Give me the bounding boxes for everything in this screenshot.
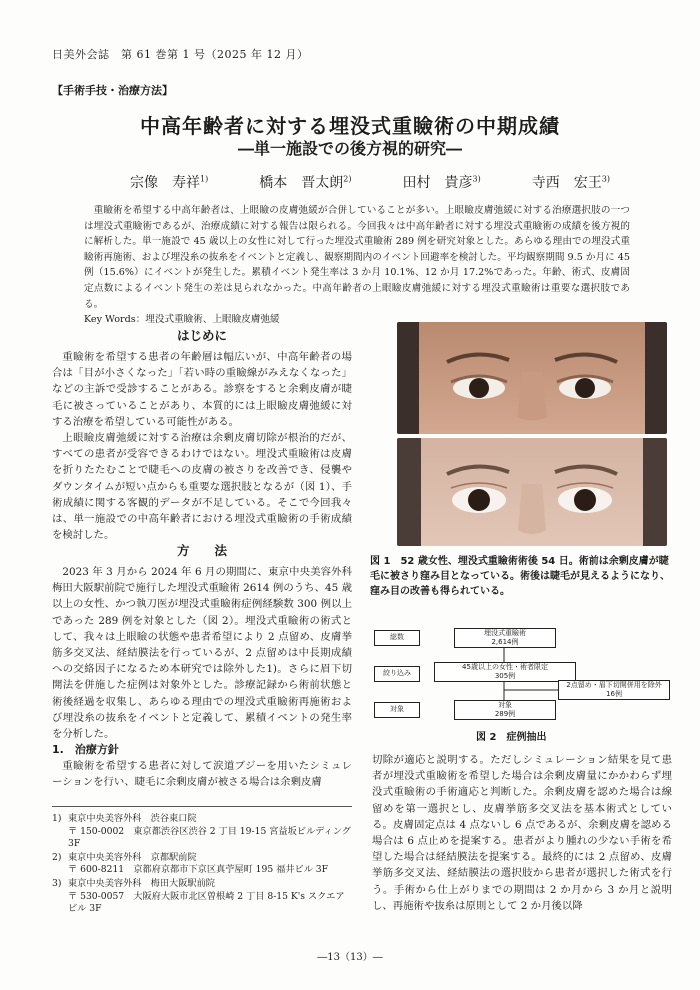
methods-heading: 方 法: [176, 543, 227, 558]
flow-label: 絞り込み: [374, 666, 420, 682]
face-photo-postop: [397, 438, 667, 546]
figure2-caption: 図 2 症例抽出: [476, 732, 547, 743]
methods-body: [52, 564, 352, 742]
footnote: 1) 東京中央美容外科 渋谷東口院 〒 150-0002 東京都渋谷区渋谷 2 丁目 19-15 宮益坂ビルディング 3F: [52, 813, 351, 850]
footnotes: [52, 806, 352, 917]
flow-box-filter: 45歳以上の女性・術者限定 305例: [434, 662, 576, 682]
author: 宗像 寿祥$^{1)}$: [130, 174, 209, 191]
paragraph: 2023 年 3 月から 2024 年 6 月の期間に、東京中央美容外科梅田大阪駅前院で施行した埋没式重瞼術 2614 例のうち、45 歳以上の女性、かつ執刀医が埋没式重瞼術症例経験数 300 例以上であった 289 例を対象とした（図 2）。埋没式重瞼術の術式として、我々は上眼瞼の状態や患者希望により 2 点留め、皮膚挙筋多交叉法、経結膜法を行っているが、2 点留めは中長期成績への交絡因子になるため本研究では除外した1)。さらに眉下切開法を併施した症例は対象外とした。診療記録から術前状態と術後経過を収集し、あらゆる理由での埋没式重瞼術再施術および埋没糸の抜糸をイベントと定義して、累積イベントの発生率を分析した。: [52, 566, 352, 741]
author: 田村 貴彦$^{3)}$: [402, 174, 481, 191]
footnote: 3) 東京中央美容外科 梅田大阪駅前院 〒 530-0057 大阪府大阪市北区曽根崎 2 丁目 8-15 K's スクエアビル 3F: [52, 877, 345, 915]
subheading-treatment-policy: 1. 治療方針: [52, 743, 119, 756]
right-column-body: 切除が適応と説明する。ただしシミュレーション結果を見て患者が埋没式重瞼術を希望した場合は余剰皮膚量にかかわらず埋没式重瞼術の手術適応と判断した。余剰皮膚を認めた場合は線留めを第一選択とし、皮膚挙筋多交叉法を基本術式としている。皮膚固定点は 4 点ないし 6 点であるが、余剰皮膚を認める場合は 6 点止めを提案する。患者がより腫れの少ない手術を希望した場合は経結膜法を提案する。最終的には 2 点留め、皮膚挙筋多交叉法、経結膜法の選択肢から患者が選択した術式を行う。手術から仕上がりまでの期間は 2 か月から 3 か月と説明し、再施術や抜糸は原則として 2 か月後以降: [372, 754, 672, 912]
footnote: 2) 東京中央美容外科 京都駅前院 〒 600-8211 京都府京都市下京区真苧屋町 195 福井ビル 3F: [52, 851, 329, 876]
paragraph: 上眼瞼皮膚弛緩に対する治療は余剰皮膚切除が根治的だが、すべての患者が受容できるわけではない。埋没式重瞼術は皮膚を折りたたむことで睫毛への皮膚の被さりを改善でき、侵襲やダウンタイムが短い点からも重要な選択肢となるが（図 1）、手術成績に関する客観的データが不足している。そこで今回我々は、単一施設での中高年齢者における埋没式重瞼術の手術成績を検討した。: [52, 432, 352, 542]
article-title: 中高年齢者に対する埋没式重瞼術の中期成績: [140, 114, 560, 138]
author: 橋本 晋太朗$^{2)}$: [259, 174, 352, 191]
flow-box-subjects: 対象 289例: [454, 700, 556, 720]
section-tag: 【手術手技・治療方法】: [52, 84, 173, 97]
figure1-preop-photo: [397, 322, 667, 434]
intro-body: [52, 349, 352, 543]
paragraph: 重瞼術を希望する患者の年齢層は幅広いが、中高年齢者の場合は「目が小さくなった」「若い時の重瞼線がみえなくなった」などの主訴で受診することがある。診察をすると余剰皮膚が睫毛に被さっていることがあり、本質的には上眼瞼皮膚弛緩に対する治療を希望している可能性がある。: [52, 351, 352, 428]
keywords: Key Words：埋没式重瞼術、上眼瞼皮膚弛緩: [84, 314, 280, 326]
figure1-caption: 図 1 52 歳女性、埋没式重瞼術術後 54 日。術前は余剰皮膚が睫毛に被さり窪み目となっている。術後は睫毛が見えるようになり、窪み目の改善も得られている。: [370, 556, 670, 597]
abstract: [84, 203, 630, 328]
journal-header: 日美外会誌 第 61 巻第 1 号（2025 年 12 月）: [52, 48, 309, 61]
treatment-body: [52, 758, 352, 790]
flow-label: 総数: [374, 630, 420, 646]
article-subtitle: ―単一施設での後方視的研究―: [237, 139, 462, 158]
abstract-text: 重瞼術を希望する中高年齢者は、上眼瞼の皮膚弛緩が合併していることが多い。上眼瞼皮膚弛緩に対する治療選択肢の一つは埋没式重瞼術であるが、治療成績に対する報告は限られる。今回我々は中高年齢者に対する埋没式重瞼術の成績を後方視的に解析した。単一施設で 45 歳以上の女性に対して行った埋没式重瞼術 289 例を研究対象とした。あらゆる理由での埋没式重瞼術再施術、および埋没糸の抜糸をイベントと定義し、観察期間内のイベント回避率を検討した。平均観察期間 9.5 か月に 45 例（15.6%）にイベントが発生した。累積イベント発生率は 3 か月 10.1%、12 か月 17.2%であった。年齢、術式、皮膚固定点数によるイベント発生の差は見られなかった。中高年齢者の上眼瞼皮膚弛緩に対する埋没式重瞼術は重要な選択肢である。: [84, 205, 630, 310]
flow-box-total: 埋没式重瞼術 2,614例: [454, 628, 556, 648]
flow-label: 対象: [374, 702, 420, 718]
page-number: ―13（13）―: [317, 952, 383, 963]
intro-heading: はじめに: [176, 328, 227, 343]
flow-box-excluded: 2点留め・眉下切開併用を除外 16例: [558, 680, 670, 700]
author: 寺西 宏王$^{3)}$: [531, 174, 610, 191]
paragraph: 重瞼術を希望する患者に対して涙道ブジーを用いたシミュレーションを行い、睫毛に余剰皮膚が被さる場合は余剰皮膚: [52, 760, 352, 789]
author-list: [130, 172, 610, 192]
figure2-flowchart: [370, 620, 670, 720]
figure1-postop-photo: [397, 438, 667, 546]
face-photo-preop: [397, 322, 667, 434]
